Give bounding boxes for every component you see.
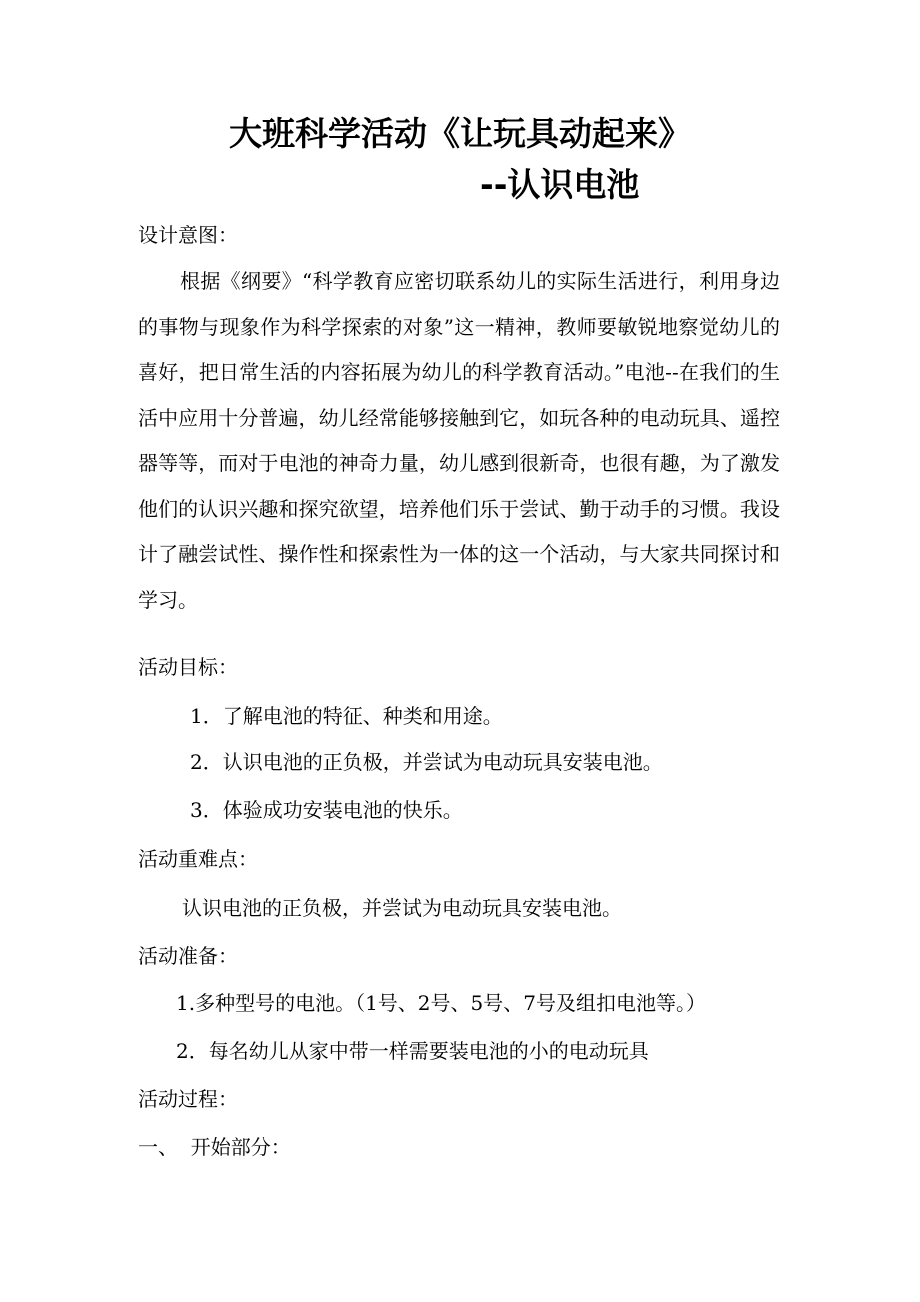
goal-item-2: 2．认识电池的正负极，并尝试为电动玩具安装电池。 (190, 750, 663, 774)
goals-heading: 活动目标： (138, 655, 238, 679)
process-section-one: 一、 开始部分： (138, 1135, 291, 1159)
goal-item-1: 1．了解电池的特征、种类和用途。 (190, 704, 503, 728)
key-points-heading: 活动重难点： (138, 847, 258, 871)
preparation-item-2: 2．每名幼儿从家中带一样需要装电池的小的电动玩具 (176, 1039, 649, 1063)
design-intent-paragraph: 根据《纲要》“科学教育应密切联系幼儿的实际生活进行，利用身边的事物与现象作为科学探索的对象”这一精神，教师要敏锐地察觉幼儿的喜好，把日常生活的内容拓展为幼儿的科学教育活动。”电池--在我们的生活中应用十分普遍，幼儿经常能够接触到它，如玩各种的电动玩具、遥控器等等，而对于电池的神奇力量，幼儿感到很新奇，也很有趣，为了激发他们的认识兴趣和探究欲望，培养他们乐于尝试、勤于动手的习惯。我设计了融尝试性、操作性和探索性为一体的这一个活动，与大家共同探讨和学习。 (138, 269, 780, 612)
key-points-text: 认识电池的正负极，并尝试为电动玩具安装电池。 (182, 896, 622, 920)
document-subtitle: --认识电池 (480, 165, 640, 204)
document-title: 大班科学活动《让玩具动起来》 (229, 114, 691, 153)
process-heading: 活动过程： (138, 1087, 238, 1111)
preparation-heading: 活动准备： (138, 944, 238, 968)
design-intent-heading: 设计意图： (138, 223, 238, 247)
goal-item-3: 3．体验成功安装电池的快乐。 (190, 798, 463, 822)
preparation-item-1: 1.多种型号的电池。（1号、2号、5号、7号及组扣电池等。） (176, 991, 706, 1015)
